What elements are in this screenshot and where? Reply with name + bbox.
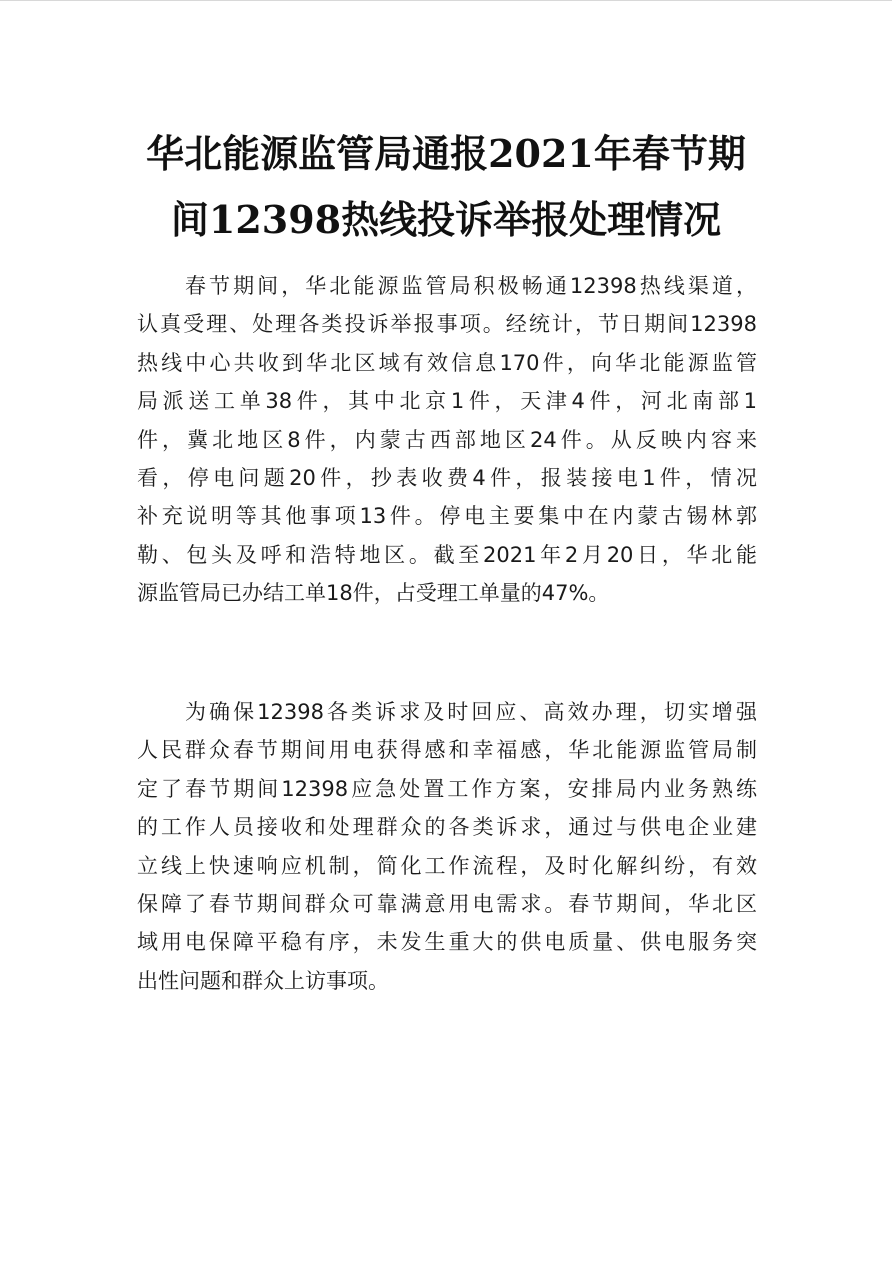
title-line-1: 华北能源监管局通报2021年春节期 bbox=[146, 131, 746, 176]
paragraph-line: 定了春节期间12398应急处置工作方案，安排局内业务熟练 bbox=[137, 776, 757, 801]
paragraph-statistics bbox=[137, 267, 757, 613]
paragraph-line: 出性问题和群众上访事项。 bbox=[137, 968, 389, 993]
paragraph-line: 为确保12398各类诉求及时回应、高效办理，切实增强 bbox=[185, 700, 757, 724]
paragraph-line: 补充说明等其他事项13件。停电主要集中在内蒙古锡林郭 bbox=[137, 504, 757, 529]
paragraph-line: 热线中心共收到华北区域有效信息170件，向华北能源监管 bbox=[137, 350, 757, 375]
paragraph-line: 立线上快速响应机制，简化工作流程，及时化解纠纷，有效 bbox=[137, 853, 757, 878]
paragraph-line: 件，冀北地区8件，内蒙古西部地区24件。从反映内容来 bbox=[137, 427, 757, 452]
title-line-2: 间12398热线投诉举报处理情况 bbox=[170, 197, 722, 242]
paragraph-line: 勒、包头及呼和浩特地区。截至2021年2月20日，华北能 bbox=[137, 542, 757, 567]
paragraph-line: 域用电保障平稳有序，未发生重大的供电质量、供电服务突 bbox=[137, 930, 757, 955]
paragraph-line: 源监管局已办结工单18件，占受理工单量的47%。 bbox=[137, 581, 610, 606]
paragraph-line: 春节期间，华北能源监管局积极畅通12398热线渠道， bbox=[185, 274, 757, 298]
paragraph-line: 看，停电问题20件，抄表收费4件，报装接电1件，情况 bbox=[137, 466, 757, 491]
paragraph-line: 局派送工单38件，其中北京1件，天津4件，河北南部1 bbox=[137, 389, 757, 414]
paragraph-line: 保障了春节期间群众可靠满意用电需求。春节期间，华北区 bbox=[137, 892, 757, 917]
paragraph-line: 人民群众春节期间用电获得感和幸福感，华北能源监管局制 bbox=[137, 738, 757, 763]
paragraph-line: 认真受理、处理各类投诉举报事项。经统计，节日期间12398 bbox=[137, 312, 757, 337]
paragraph-measures bbox=[137, 693, 757, 1000]
document-title bbox=[120, 121, 772, 253]
paragraph-line: 的工作人员接收和处理群众的各类诉求，通过与供电企业建 bbox=[137, 815, 757, 840]
